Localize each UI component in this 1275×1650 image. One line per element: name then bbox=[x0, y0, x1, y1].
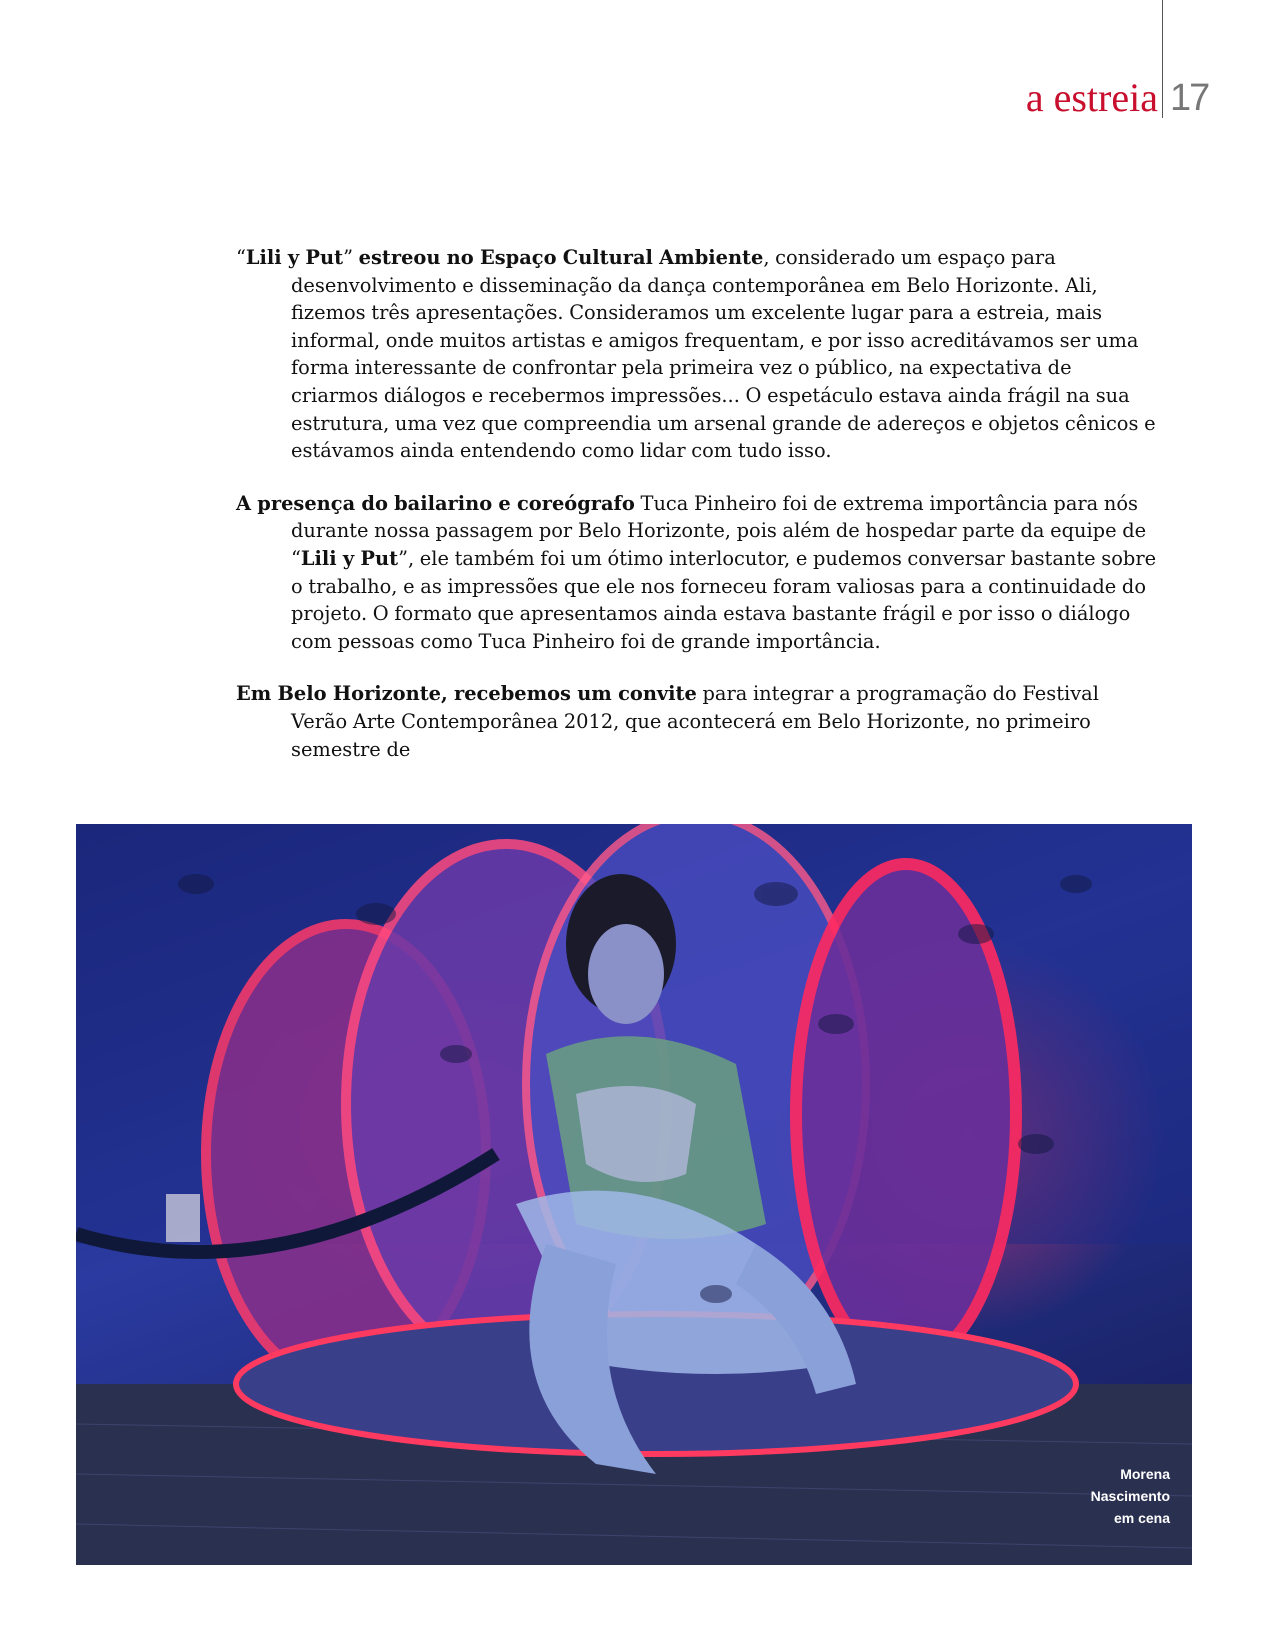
text-span-bold: A presença do bailarino e coreógrafo bbox=[236, 491, 635, 515]
text-span-bold: Lili y Put bbox=[300, 546, 399, 570]
caption-line: em cena bbox=[1113, 1510, 1170, 1526]
text-span: “ bbox=[236, 246, 246, 269]
article-body bbox=[236, 244, 1158, 788]
page-number: 17 bbox=[1170, 77, 1209, 119]
paragraph-2 bbox=[236, 490, 1158, 656]
paragraph-3 bbox=[236, 680, 1158, 763]
text-span: Tuca Pinheiro foi de extrema importância para nós durante nossa passagem por Belo Horizonte, pois além de hospedar parte da equipe de “ bbox=[291, 491, 1147, 570]
text-span-bold: Lili y Put bbox=[245, 246, 344, 269]
text-span: ”, ele também foi um ótimo interlocutor, e pudemos conversar bastante sobre o trabalho, e as impressões que ele nos forneceu foram valiosas para a continuidade do projeto. O formato que apresentamos ainda estava bastante frágil e por isso o diálogo com pessoas como Tuca Pinheiro foi de grande importância. bbox=[291, 546, 1157, 653]
text-span: ” bbox=[343, 246, 359, 269]
caption-line: Morena bbox=[1120, 1466, 1170, 1482]
text-span: , considerado um espaço para desenvolvimento e disseminação da dança contemporânea em Belo Horizonte. Ali, fizemos três apresentações. Consideramos um excelente lugar para a estreia, mais informal, onde muitos artistas e amigos frequentam, e por isso acreditávamos ser uma forma interessante de confrontar pela primeira vez o público, na expectativa de criarmos diálogos e recebermos impressões... O espetáculo estava ainda frágil na sua estrutura, uma vez que compreendia um arsenal grande de adereços e objetos cênicos e estávamos ainda entendendo como lidar com tudo isso. bbox=[291, 246, 1156, 463]
text-span: para integrar a programação do Festival Verão Arte Contemporânea 2012, que acontecerá em Belo Horizonte, no primeiro semestre de bbox=[291, 682, 1099, 761]
caption-line: Nascimento bbox=[1090, 1488, 1170, 1504]
section-title: a estreia bbox=[1025, 75, 1158, 120]
text-span-bold: Em Belo Horizonte, recebemos um convite bbox=[236, 682, 697, 706]
stage-photo bbox=[76, 824, 1192, 1565]
text-span-bold: estreou no Espaço Cultural Ambiente bbox=[358, 246, 764, 269]
page-header bbox=[0, 74, 1275, 124]
photo-illustration bbox=[76, 824, 1192, 1565]
paragraph-1 bbox=[236, 244, 1158, 465]
photo-caption bbox=[1030, 1463, 1170, 1529]
